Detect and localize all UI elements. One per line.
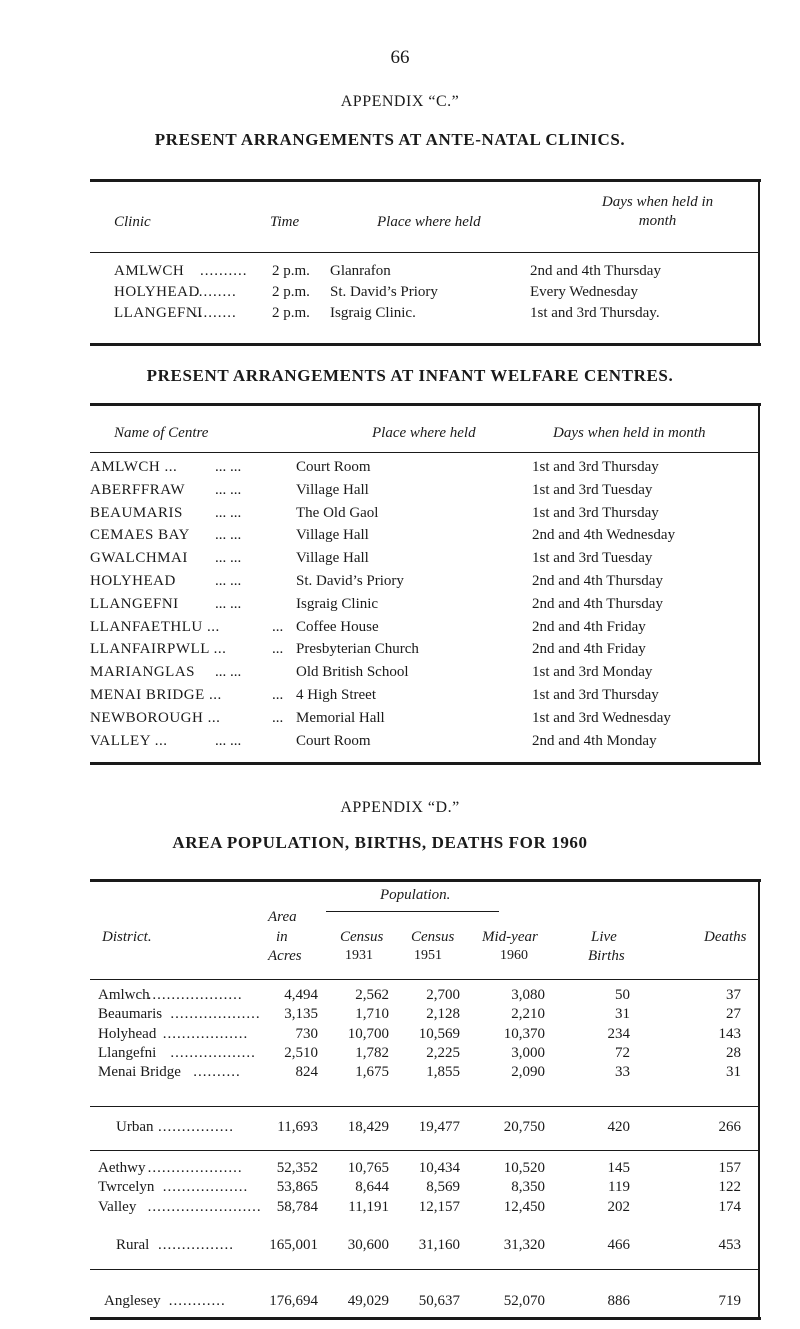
centre-name: AMLWCH ... <box>90 459 178 475</box>
value-deaths: 37 <box>726 987 741 1003</box>
value-deaths: 266 <box>718 1119 741 1135</box>
col-header-days-l1: Days when held in <box>601 194 714 210</box>
value-area: 3,135 <box>284 1006 318 1023</box>
centre-name: HOLYHEAD <box>90 573 176 589</box>
centre-days: 1st and 3rd Thursday <box>532 687 659 703</box>
clinic-name: HOLYHEAD <box>114 284 200 300</box>
table-top-rule <box>90 179 761 182</box>
value-area: 2,510 <box>284 1044 318 1061</box>
col-header-mid-l2: 1960 <box>500 948 528 963</box>
col-header-days: Days when held in month <box>553 425 706 441</box>
urban-separator <box>90 1106 760 1107</box>
leader-dots: ... ... <box>215 550 242 567</box>
district-name: Llangefni <box>98 1044 157 1061</box>
value-area: 4,494 <box>284 987 318 1003</box>
leader-dots: ......... <box>194 305 237 321</box>
leader-dots: ... ... <box>215 504 242 521</box>
value-c1931: 2,562 <box>355 987 389 1003</box>
centre-place: Isgraig Clinic <box>296 595 379 612</box>
centre-name: BEAUMARIS <box>90 504 183 521</box>
appendix-d-title: APPENDIX “D.” <box>340 799 460 816</box>
col-header-time: Time <box>270 214 300 230</box>
value-births: 234 <box>607 1025 630 1042</box>
leader-dots: ................ <box>158 1119 234 1135</box>
value-c1951: 50,637 <box>418 1293 460 1309</box>
header-rule <box>90 452 760 453</box>
centre-days: 2nd and 4th Friday <box>532 641 646 658</box>
col-header-census1931-l2: 1931 <box>345 948 373 963</box>
appendix-c-title: APPENDIX “C.” <box>340 93 460 110</box>
value-area: 176,694 <box>269 1293 318 1309</box>
value-c1951: 2,700 <box>426 987 460 1003</box>
centre-days: 2nd and 4th Thursday <box>532 595 663 612</box>
table-bottom-rule <box>90 762 761 765</box>
value-births: 466 <box>607 1237 630 1253</box>
centre-name: CEMAES BAY <box>90 527 190 544</box>
centre-place: Village Hall <box>296 527 369 544</box>
centre-days: 2nd and 4th Thursday <box>532 573 663 589</box>
centre-days: 2nd and 4th Wednesday <box>532 527 676 544</box>
value-deaths: 157 <box>718 1160 741 1176</box>
district-name: Amlwch <box>98 987 150 1003</box>
leader-dots: ... ... <box>215 732 242 749</box>
table-top-rule <box>90 403 761 406</box>
leader-dots: ... ... <box>215 595 242 612</box>
col-header-live-l1: Live <box>591 929 617 945</box>
value-births: 202 <box>607 1198 630 1215</box>
table-right-border <box>758 879 760 1320</box>
centre-place: Old British School <box>296 664 409 681</box>
value-area: 165,001 <box>269 1237 318 1253</box>
value-deaths: 28 <box>726 1044 741 1061</box>
leader-dots: ... <box>272 618 284 635</box>
district-name: Holyhead <box>98 1025 157 1042</box>
value-births: 72 <box>615 1044 630 1061</box>
col-header-district: District. <box>102 929 152 945</box>
value-area: 53,865 <box>276 1179 318 1196</box>
centre-name: ABERFFRAW <box>90 481 185 498</box>
centre-days: 1st and 3rd Monday <box>532 664 653 681</box>
district-name: Anglesey <box>104 1293 161 1309</box>
table-right-border <box>758 403 760 764</box>
header-rule <box>90 252 760 253</box>
value-area: 11,693 <box>277 1119 318 1135</box>
table-top-rule <box>90 879 761 882</box>
district-name: Valley <box>98 1198 137 1215</box>
value-c1931: 49,029 <box>347 1293 389 1309</box>
value-c1931: 10,700 <box>347 1025 389 1042</box>
col-header-name: Name of Centre <box>114 425 209 441</box>
value-area: 730 <box>295 1025 318 1042</box>
clinic-days: 2nd and 4th Thursday <box>530 263 661 279</box>
leader-dots: ... ... <box>215 481 242 498</box>
centre-days: 2nd and 4th Friday <box>532 618 646 635</box>
col-header-clinic: Clinic <box>114 214 151 230</box>
district-name: Twrcelyn <box>98 1179 155 1196</box>
value-deaths: 27 <box>726 1006 741 1023</box>
leader-dots: ... <box>272 709 284 726</box>
leader-dots: ............ <box>168 1293 226 1309</box>
value-mid: 8,350 <box>511 1179 545 1196</box>
value-mid: 20,750 <box>503 1119 545 1135</box>
col-header-area-l1: Area <box>268 909 297 925</box>
clinic-name: LLANGEFNI <box>114 305 203 321</box>
value-c1951: 10,434 <box>418 1160 460 1176</box>
value-mid: 31,320 <box>503 1237 545 1253</box>
value-mid: 12,450 <box>503 1198 545 1215</box>
leader-dots: ......... <box>194 284 237 300</box>
table-bottom-rule <box>90 1317 761 1320</box>
centre-days: 2nd and 4th Monday <box>532 732 657 749</box>
leader-dots: .................. <box>162 1179 249 1196</box>
leader-dots: .................... <box>147 1160 243 1176</box>
col-header-population: Population. <box>380 887 451 903</box>
district-name: Urban <box>116 1119 154 1135</box>
district-name: Beaumaris <box>98 1006 163 1023</box>
leader-dots: ........................ <box>147 1198 262 1215</box>
leader-dots: .......... <box>200 263 248 279</box>
population-span-rule <box>326 911 499 912</box>
table-bottom-rule <box>90 343 761 346</box>
centre-place: Village Hall <box>296 481 369 498</box>
value-births: 119 <box>608 1179 630 1196</box>
value-mid: 2,090 <box>511 1064 545 1081</box>
leader-dots: ................... <box>170 1006 261 1023</box>
value-c1931: 30,600 <box>347 1237 389 1253</box>
district-name: Rural <box>116 1237 150 1253</box>
value-births: 33 <box>615 1064 630 1081</box>
value-c1931: 1,675 <box>355 1064 389 1081</box>
centre-days: 1st and 3rd Wednesday <box>532 709 671 726</box>
centre-place: St. David’s Priory <box>296 573 404 589</box>
value-c1951: 1,855 <box>426 1064 460 1081</box>
table-right-border <box>758 179 760 345</box>
population-heading: AREA POPULATION, BIRTHS, DEATHS FOR 1960 <box>172 833 588 852</box>
clinic-days: 1st and 3rd Thursday. <box>530 305 660 321</box>
value-mid: 10,520 <box>503 1160 545 1176</box>
centre-name: LLANFAIRPWLL ... <box>90 641 227 658</box>
centre-name: LLANFAETHLU ... <box>90 618 220 635</box>
clinic-place: Isgraig Clinic. <box>330 305 416 321</box>
leader-dots: ... ... <box>215 573 242 589</box>
value-area: 52,352 <box>276 1160 318 1176</box>
value-c1951: 10,569 <box>418 1025 460 1042</box>
centre-place: The Old Gaol <box>296 504 379 521</box>
centre-place: Court Room <box>296 732 371 749</box>
clinic-time: 2 p.m. <box>272 284 310 300</box>
centre-days: 1st and 3rd Tuesday <box>532 481 653 498</box>
col-header-area-l3: Acres <box>268 948 302 964</box>
centre-place: Village Hall <box>296 550 369 567</box>
centre-days: 1st and 3rd Thursday <box>532 504 659 521</box>
value-mid: 3,080 <box>511 987 545 1003</box>
clinic-name: AMLWCH <box>114 263 185 279</box>
leader-dots: .................. <box>170 1044 256 1061</box>
value-c1931: 10,765 <box>347 1160 389 1176</box>
clinic-time: 2 p.m. <box>272 305 310 321</box>
leader-dots: ... ... <box>215 459 242 475</box>
leader-dots: .......... <box>193 1064 241 1081</box>
col-header-census1931-l1: Census <box>340 929 384 945</box>
value-mid: 3,000 <box>511 1044 545 1061</box>
leader-dots: ... <box>272 687 284 703</box>
clinic-place: Glanrafon <box>330 263 391 279</box>
col-header-census1951-l2: 1951 <box>414 948 442 963</box>
value-c1951: 19,477 <box>418 1119 460 1135</box>
value-c1931: 1,710 <box>355 1006 389 1023</box>
value-c1931: 1,782 <box>355 1044 389 1061</box>
centre-name: VALLEY ... <box>90 732 168 749</box>
value-deaths: 174 <box>718 1198 741 1215</box>
col-header-live-l2: Births <box>588 948 625 964</box>
leader-dots: ................ <box>158 1237 234 1253</box>
centre-place: Coffee House <box>296 618 379 635</box>
col-header-days-l2: month <box>638 213 677 229</box>
col-header-deaths: Deaths <box>704 929 747 945</box>
col-header-mid-l1: Mid-year <box>482 929 538 945</box>
value-mid: 10,370 <box>503 1025 545 1042</box>
value-c1931: 18,429 <box>347 1119 389 1135</box>
centre-name: GWALCHMAI <box>90 550 188 567</box>
col-header-place: Place where held <box>377 214 481 230</box>
value-deaths: 719 <box>718 1293 741 1309</box>
value-deaths: 143 <box>718 1025 741 1042</box>
header-rule <box>90 979 760 980</box>
leader-dots: .................... <box>147 987 243 1003</box>
value-births: 50 <box>615 987 630 1003</box>
centre-place: 4 High Street <box>296 687 376 703</box>
value-deaths: 31 <box>726 1064 741 1081</box>
value-c1951: 2,225 <box>426 1044 460 1061</box>
centre-name: NEWBOROUGH ... <box>90 709 221 726</box>
centre-name: MARIANGLAS <box>90 664 196 681</box>
centre-days: 1st and 3rd Tuesday <box>532 550 653 567</box>
value-c1951: 31,160 <box>418 1237 460 1253</box>
value-births: 145 <box>607 1160 630 1176</box>
value-births: 886 <box>607 1293 630 1309</box>
district-name: Aethwy <box>98 1160 146 1176</box>
value-mid: 52,070 <box>503 1293 545 1309</box>
rural-separator <box>90 1150 760 1151</box>
leader-dots: ... ... <box>215 527 242 544</box>
clinic-days: Every Wednesday <box>530 284 639 300</box>
value-c1951: 2,128 <box>426 1006 460 1023</box>
col-header-census1951-l1: Census <box>411 929 455 945</box>
col-header-area-l2: in <box>276 929 288 945</box>
antenatal-heading: PRESENT ARRANGEMENTS AT ANTE-NATAL CLINICS. <box>154 130 626 149</box>
value-area: 824 <box>295 1064 318 1081</box>
rural-total-separator <box>90 1269 760 1270</box>
infant-welfare-heading: PRESENT ARRANGEMENTS AT INFANT WELFARE CENTRES. <box>146 366 674 385</box>
district-name: Menai Bridge <box>98 1064 181 1081</box>
centre-days: 1st and 3rd Thursday <box>532 459 659 475</box>
clinic-place: St. David’s Priory <box>330 284 438 300</box>
value-mid: 2,210 <box>511 1006 545 1023</box>
value-deaths: 453 <box>718 1237 741 1253</box>
centre-place: Memorial Hall <box>296 709 385 726</box>
value-c1951: 8,569 <box>426 1179 460 1196</box>
value-c1931: 11,191 <box>348 1198 389 1215</box>
value-c1931: 8,644 <box>355 1179 389 1196</box>
centre-name: MENAI BRIDGE ... <box>90 687 222 703</box>
centre-place: Presbyterian Church <box>296 641 419 658</box>
value-area: 58,784 <box>276 1198 318 1215</box>
leader-dots: ... ... <box>215 664 242 681</box>
value-deaths: 122 <box>718 1179 741 1196</box>
clinic-time: 2 p.m. <box>272 263 310 279</box>
centre-place: Court Room <box>296 459 371 475</box>
value-births: 420 <box>607 1119 630 1135</box>
leader-dots: ... <box>272 641 284 658</box>
centre-name: LLANGEFNI <box>90 595 179 612</box>
value-births: 31 <box>615 1006 630 1023</box>
page-number: 66 <box>390 47 410 68</box>
value-c1951: 12,157 <box>418 1198 460 1215</box>
leader-dots: .................. <box>162 1025 249 1042</box>
col-header-place: Place where held <box>372 425 476 441</box>
